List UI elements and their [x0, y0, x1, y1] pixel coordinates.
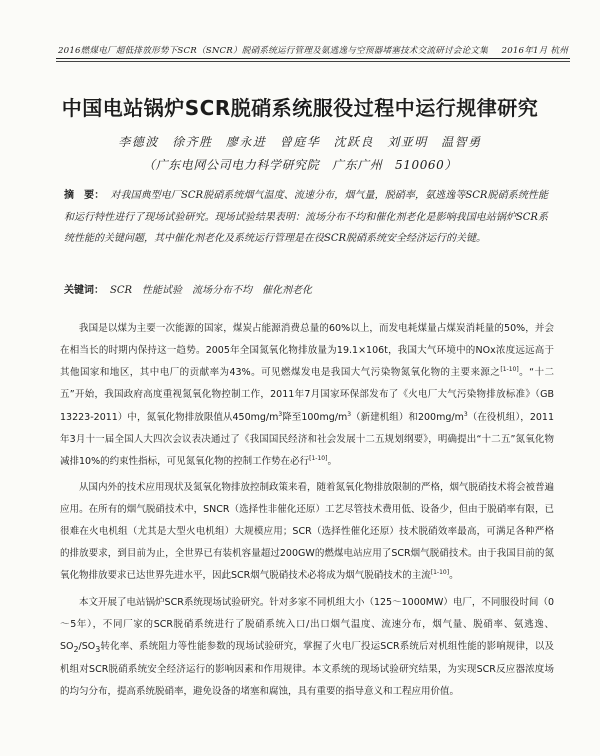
p1-text-e: （在役机组），2011年3月十一届全国人大四次会议表决通过了《我国国民经济和社会发展十二五规划纲要》，明确提出“十二五”氮氧化物减排10%的约束性指标，可见氮氧化物的控制工作势在必行 [60, 411, 554, 467]
citation-ref: [1-10] [309, 454, 328, 462]
conference-name: 2016燃煤电厂超低排放形势下SCR（SNCR）脱硝系统运行管理及氨逃逸与空预器堵塞技术交流研讨会论文集 [58, 46, 489, 56]
affiliation: （广东电网公司电力科学研究院 广东广州 510060） [142, 158, 457, 172]
citation-ref: [1-10] [500, 366, 519, 374]
p3-text-c: 转化率、系统阻力等性能参数的现场试验研究，掌握了火电厂投运SCR系统后对机组性能的影响规律，以及机组对SCR脱硝系统安全经济运行的影响因素和作用规律。本文系统的现场试验研究结果，为实现SCR反应器浓度场的均匀分布，提高系统脱硝率，避免设备的堵塞和腐蚀，具有重要的指导意义和工程应用价值。 [60, 640, 554, 698]
keywords-label: 关键词： [64, 285, 104, 296]
header-date-place: 2016年1月 杭州 [501, 46, 568, 56]
superscript: 3 [278, 410, 283, 418]
abstract-text: 对我国典型电厂SCR脱硝系统烟气温度、流速分布，烟气量，脱硝率，氨逃逸等SCR脱硝系统性能和运行特性进行了现场试验研究。现场试验结果表明：流场分布不均和催化剂老化是影响我国电站锅炉SCR系统性能的关键问题，其中催化剂老化及系统运行管理是在役SCR脱硝系统安全经济运行的关键。 [64, 190, 549, 244]
paragraph-1 [60, 318, 554, 473]
p2-text-b: 。 [449, 570, 459, 582]
keywords-text: SCR 性能试验 流场分布不均 催化剂老化 [110, 285, 313, 296]
abstract-label: 摘 要： [64, 190, 105, 201]
paper-title: 中国电站锅炉SCR脱硝系统服役过程中运行规律研究 [61, 96, 539, 120]
p1-text-c: 降至100mg/m [282, 411, 348, 423]
p2-text-a: 从国内外的技术应用现状及氮氧化物排放控制政策来看，随着氮氧化物排放限制的严格，烟气脱硝技术将会被普遍应用。在所有的烟气脱硝技术中，SNCR（选择性非催化还原）工艺尽管技术费用低、设备少，但由于脱硝率有限，已很难在火电机组（尤其是大型火电机组）大规模应用；SCR（选择性催化还原）技术脱硝效率最高，可满足各种严格的排放要求，到目前为止，全世界已有装机容量超过200GW的燃煤电站应用了SCR烟气脱硝技术。由于我国目前的氮氧化物排放要求已达世界先进水平，因此SCR烟气脱硝技术必将成为烟气脱硝技术的主流 [60, 481, 555, 582]
header-rule-thin [56, 61, 570, 62]
paragraph-2 [60, 477, 554, 588]
keywords [64, 281, 548, 296]
p1-text-f: 。 [327, 455, 337, 467]
subscript: 3 [95, 644, 101, 654]
abstract [64, 185, 548, 250]
superscript: 3 [347, 410, 352, 418]
author-list: 李德波 徐齐胜 廖永进 曾庭华 沈跃良 刘亚明 温智勇 [118, 135, 482, 149]
p3-text-b: /SO [78, 640, 96, 652]
paragraph-3 [60, 592, 554, 704]
body-text [60, 318, 554, 707]
header-rule-thick [56, 58, 570, 59]
p1-text-b: 。“十二五”开始，我国政府高度重视氮氧化物控制工作，2011年7月国家环保部发布了《火电厂大气污染物排放标准》（GB 13223-2011）中，氮氧化物排放限值从450mg/m [60, 367, 554, 423]
subscript: 2 [73, 644, 79, 654]
superscript: 3 [463, 410, 468, 418]
citation-ref: [1-10] [430, 569, 450, 577]
p1-text-a: 我国是以煤为主要一次能源的国家，煤炭占能源消费总量的60%以上，而发电耗煤量占煤炭消耗量的50%，并会在相当长的时期内保持这一趋势。2005年全国氮氧化物排放量为19.1×106t，我国大气环境中的NOx浓度远远高于其他国家和地区，其中电厂的贡献率为43%。可见燃煤发电是我国大气污染物氮氧化物的主要来源之 [60, 323, 554, 379]
p3-text-a: 本文开展了电站锅炉SCR系统现场试验研究。针对多家不同机组大小（125～1000MW）电厂，不同服役时间（0～5年），不同厂家的SCR脱硝系统进行了脱硝系统入口/出口烟气温度、流速分布，烟气量、脱硝率、氨逃逸、SO [60, 596, 554, 652]
p1-text-d: （新建机组）和200mg/m [351, 411, 464, 423]
running-header [58, 44, 568, 56]
